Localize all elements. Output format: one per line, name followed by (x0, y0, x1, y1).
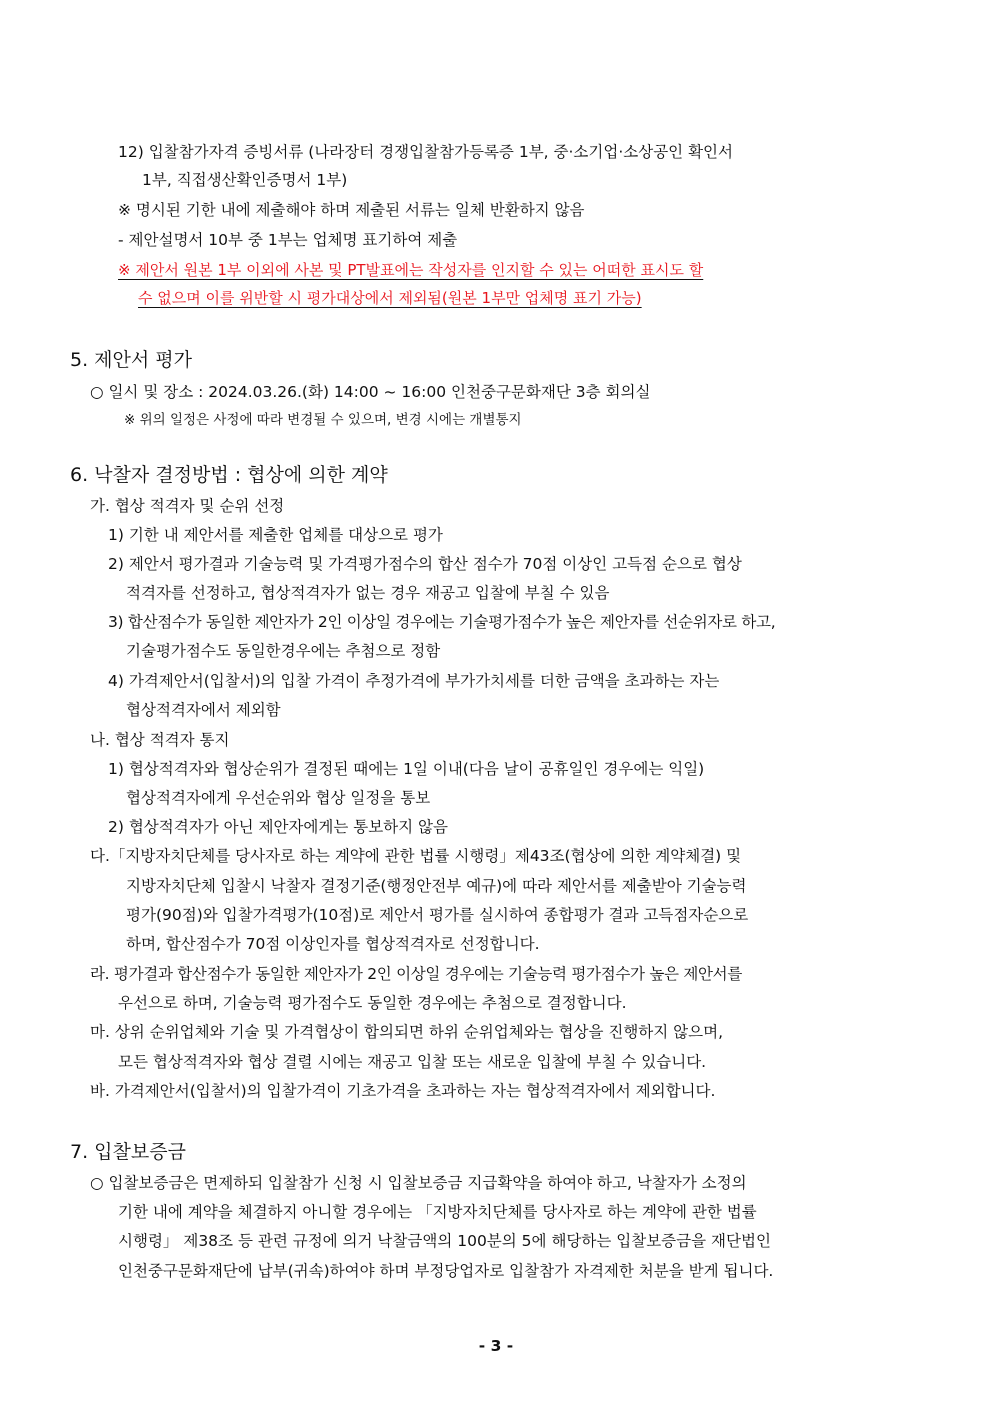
section6-da-line4: 하며, 합산점수가 70점 이상인자를 협상적격자로 선정합니다. (126, 935, 540, 953)
section6-na-2: 2) 협상적격자가 아닌 제안자에게는 통보하지 않음 (108, 818, 449, 836)
section6-na-title: 나. 협상 적격자 통지 (90, 731, 230, 749)
section6-ga-1: 1) 기한 내 제안서를 제출한 업체를 대상으로 평가 (108, 526, 443, 544)
section6-ma-line1: 마. 상위 순위업체와 기술 및 가격협상이 합의되면 하위 순위업체와는 협상을 진행하지 않으며, (90, 1023, 724, 1041)
section6-ra-line1: 라. 평가결과 합산점수가 동일한 제안자가 2인 이상일 경우에는 기술능력 평가점수가 높은 제안서를 (90, 965, 743, 983)
item12-line1: 12) 입찰참가자격 증빙서류 (나라장터 경쟁입찰참가등록증 1부, 중·소기업·소상공인 확인서 (118, 143, 734, 161)
section6-na-1-line2: 협상적격자에게 우선순위와 협상 일정을 통보 (126, 789, 431, 807)
note-deadline: ※ 명시된 기한 내에 제출해야 하며 제출된 서류는 일체 반환하지 않음 (118, 201, 585, 219)
section6-heading: 6. 낙찰자 결정방법 : 협상에 의한 계약 (70, 464, 388, 486)
section6-ga-2-line1: 2) 제안서 평가결과 기술능력 및 가격평가점수의 합산 점수가 70점 이상인 고득점 순으로 협상 (108, 555, 742, 573)
note-copies: - 제안설명서 10부 중 1부는 업체명 표기하여 제출 (118, 231, 458, 249)
section6-ga-4-line1: 4) 가격제안서(입찰서)의 입찰 가격이 추정가격에 부가가치세를 더한 금액을 초과하는 자는 (108, 672, 720, 690)
item12-line2: 1부, 직접생산확인증명서 1부) (142, 171, 348, 189)
section6-ga-2-line2: 적격자를 선정하고, 협상적격자가 없는 경우 재공고 입찰에 부칠 수 있음 (126, 584, 610, 602)
section6-ra-line2: 우선으로 하며, 기술능력 평가점수도 동일한 경우에는 추첨으로 결정합니다. (118, 994, 627, 1012)
section7-line1: ○ 입찰보증금은 면제하되 입찰참가 신청 시 입찰보증금 지급확약을 하여야 하고, 낙찰자가 소정의 (90, 1174, 747, 1192)
section5-heading: 5. 제안서 평가 (70, 349, 192, 371)
section6-ba: 바. 가격제안서(입찰서)의 입찰가격이 기초가격을 초과하는 자는 협상적격자에서 제외합니다. (90, 1082, 716, 1100)
section6-ga-4-line2: 협상적격자에서 제외함 (126, 701, 281, 719)
section6-ga-3-line1: 3) 합산점수가 동일한 제안자가 2인 이상일 경우에는 기술평가점수가 높은 제안자를 선순위자로 하고, (108, 613, 776, 631)
section7-line2: 기한 내에 계약을 체결하지 아니할 경우에는 「지방자치단체를 당사자로 하는 계약에 관한 법률 (118, 1203, 757, 1221)
section7-heading: 7. 입찰보증금 (70, 1141, 186, 1163)
section6-da-line1: 다.「지방자치단체를 당사자로 하는 계약에 관한 법률 시행령」제43조(협상에 의한 계약체결) 및 (90, 847, 742, 865)
section6-da-line3: 평가(90점)와 입찰가격평가(10점)로 제안서 평가를 실시하여 종합평가 결과 고득점자순으로 (126, 906, 749, 924)
section7-line4: 인천중구문화재단에 납부(귀속)하여야 하며 부정당업자로 입찰참가 자격제한 처분을 받게 됩니다. (118, 1262, 774, 1280)
section6-da-line2: 지방자치단체 입찰시 낙찰자 결정기준(행정안전부 예규)에 따라 제안서를 제출받아 기술능력 (126, 877, 747, 895)
warning-line2: 수 없으며 이를 위반할 시 평가대상에서 제외됨(원본 1부만 업체명 표기 가능) (138, 289, 642, 307)
section5-schedule-note: ※ 위의 일정은 사정에 따라 변경될 수 있으며, 변경 시에는 개별통지 (124, 412, 522, 428)
warning-line1: ※ 제안서 원본 1부 이외에 사본 및 PT발표에는 작성자를 인지할 수 있는 어떠한 표시도 할 (118, 261, 704, 279)
section7-line3: 시행령」 제38조 등 관련 규정에 의거 낙찰금액의 100분의 5에 해당하는 입찰보증금을 재단법인 (118, 1232, 771, 1250)
section6-ga-3-line2: 기술평가점수도 동일한경우에는 추첨으로 정함 (126, 642, 441, 660)
section6-na-1-line1: 1) 협상적격자와 협상순위가 결정된 때에는 1일 이내(다음 날이 공휴일인 경우에는 익일) (108, 760, 705, 778)
section5-schedule: ○ 일시 및 장소 : 2024.03.26.(화) 14:00 ~ 16:00 인천중구문화재단 3층 회의실 (90, 383, 651, 401)
section6-ga-title: 가. 협상 적격자 및 순위 선정 (90, 497, 285, 515)
section6-ma-line2: 모든 협상적격자와 협상 결렬 시에는 재공고 입찰 또는 새로운 입찰에 부칠 수 있습니다. (118, 1053, 707, 1071)
page-number: - 3 - (478, 1337, 514, 1355)
